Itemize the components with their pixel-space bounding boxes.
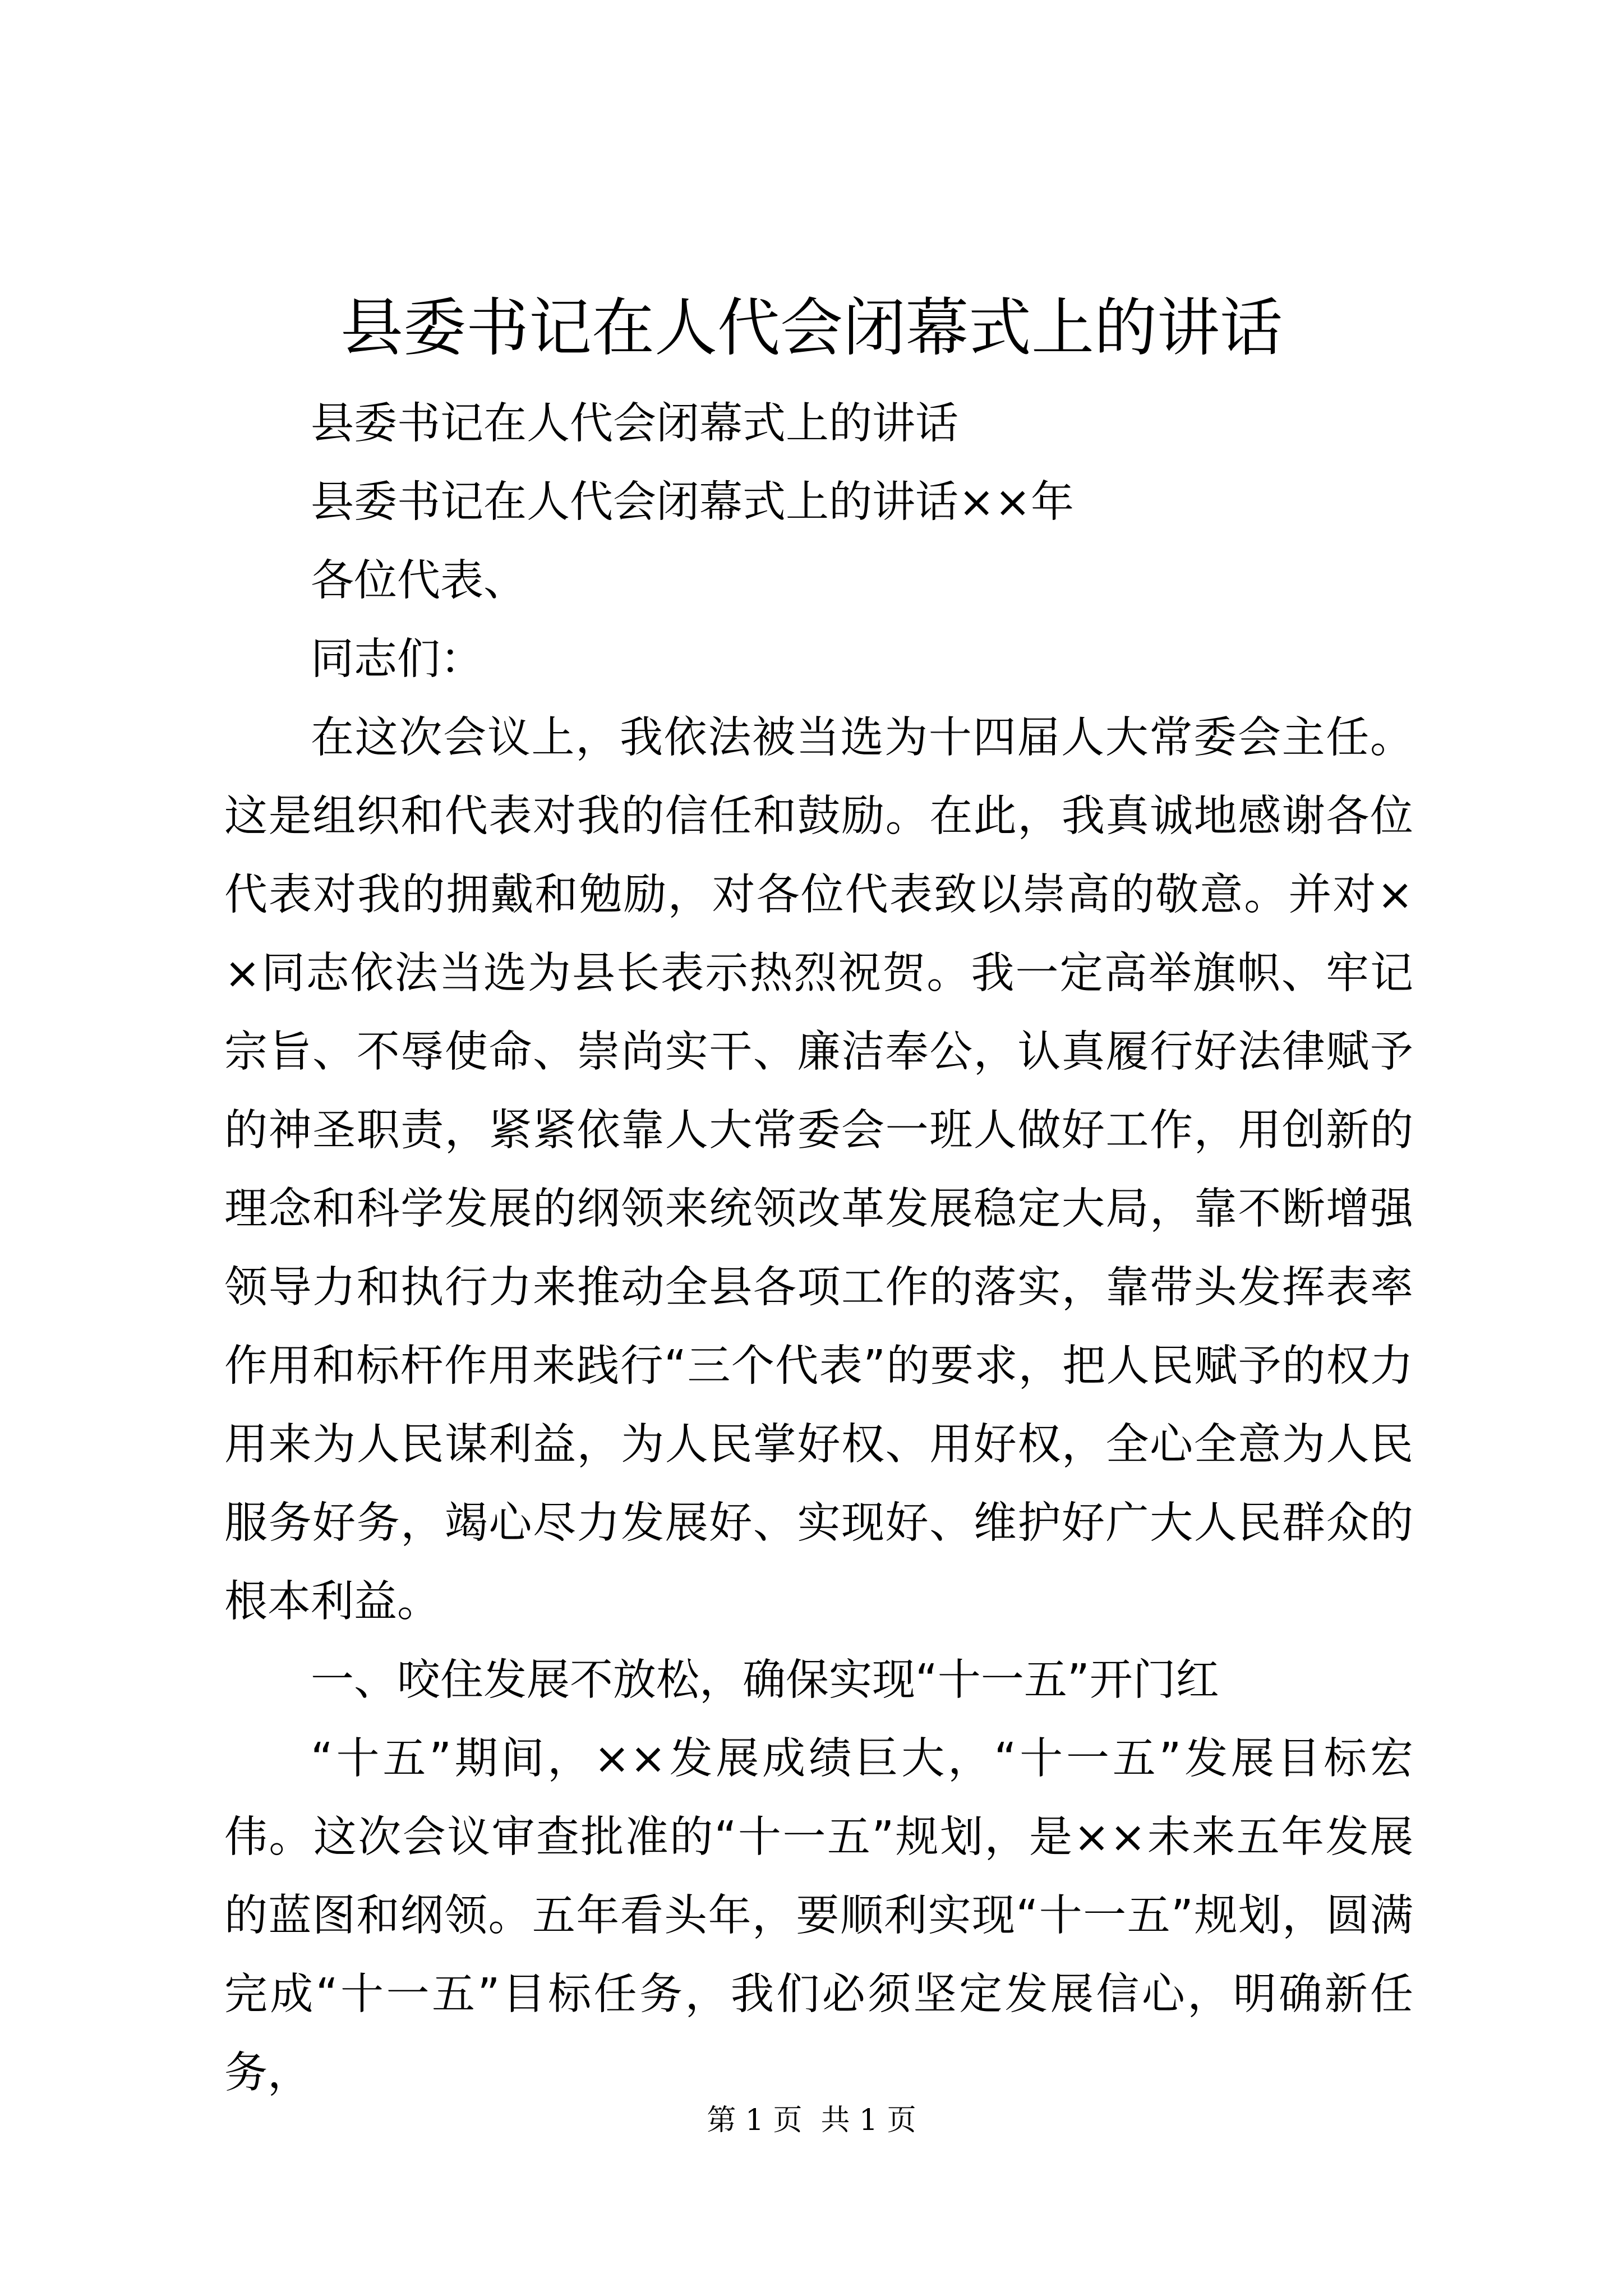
paragraph-salutation-delegates: 各位代表、 (311, 556, 527, 606)
document-body (224, 385, 1413, 2113)
page-footer (0, 2101, 1623, 2140)
paragraph-opening: 在这次会议上，我依法被当选为十四届人大常委会主任。这是组织和代表对我的信任和鼓励。在此，我真诚地感谢各位代表对我的拥戴和勉励，对各位代表致以崇高的敬意。并对××同志依法当选为县长表示热烈祝贺。我一定高举旗帜、牢记宗旨、不辱使命、崇尚实干、廉洁奉公，认真履行好法律赋予的神圣职责，紧紧依靠人大常委会一班人做好工作，用创新的理念和科学发展的纲领来统领改革发展稳定大局，靠不断增强领导力和执行力来推动全县各项工作的落实，靠带头发挥表率作用和标杆作用来践行“三个代表”的要求，把人民赋予的权力用来为人民谋利益，为人民掌好权、用好权，全心全意为人民服务好务，竭心尽力发展好、实现好、维护好广大人民群众的根本利益。 (224, 713, 1413, 1627)
page-number: 第 1 页 (707, 2104, 803, 2137)
page-total: 共 1 页 (820, 2104, 916, 2137)
paragraph-subtitle: 县委书记在人代会闭幕式上的讲话 (311, 399, 958, 449)
paragraph-subtitle-year: 县委书记在人代会闭幕式上的讲话××年 (311, 477, 1075, 527)
paragraph-salutation-comrades: 同志们： (311, 634, 483, 684)
document-title: 县委书记在人代会闭幕式上的讲话 (340, 292, 1283, 365)
paragraph-section-1: “十五”期间，××发展成绩巨大，“十一五”发展目标宏伟。这次会议审查批准的“十一五”规划，是××未来五年发展的蓝图和纲领。五年看头年，要顺利实现“十一五”规划，圆满完成“十一五”目标任务，我们必须坚定发展信心，明确新任务， (224, 1734, 1413, 2098)
section-heading-1: 一、咬住发展不放松，确保实现“十一五”开门红 (311, 1655, 1219, 1705)
